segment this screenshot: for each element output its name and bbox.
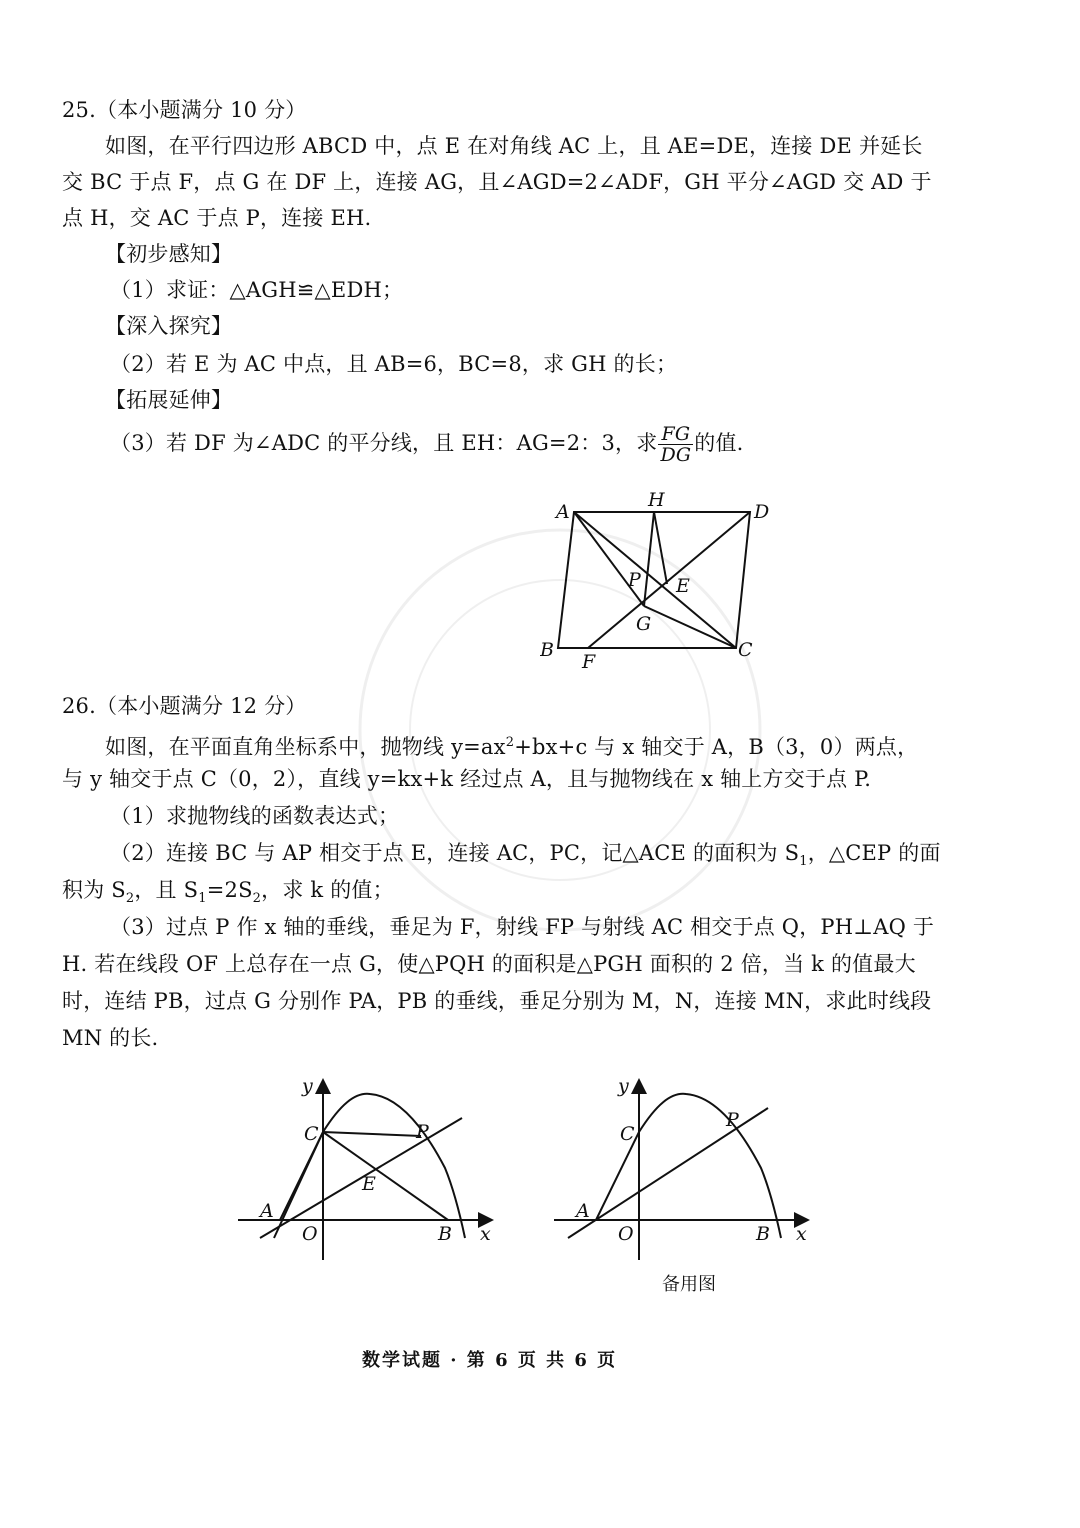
fig2-label-c: C xyxy=(620,1123,635,1145)
q26-part-2-line2 xyxy=(62,876,394,913)
q25-part-2: （2）若 E 为 AC 中点，且 AB=6，BC=8，求 GH 的长； xyxy=(110,352,678,376)
label-f: F xyxy=(582,651,596,673)
q26-part-3-line2: H. 若在线段 OF 上总存在一点 G，使△PQH 的面积是△PGH 面积的 2 倍，当 k 的值最大 xyxy=(62,952,916,976)
q26-p2-e: =2S xyxy=(206,878,253,902)
q26-p2-sub2: 2 xyxy=(125,891,135,907)
q26-p2-b: ，△CEP 的面 xyxy=(807,841,941,865)
q25-section-3: 【拓展延伸】 xyxy=(105,388,233,412)
q26-p2-d: ，且 S xyxy=(134,878,199,902)
line-df xyxy=(588,512,750,648)
q26-header: 26.（本小题满分 12 分） xyxy=(62,694,307,718)
label-a: A xyxy=(556,501,570,523)
q25-section-1: 【初步感知】 xyxy=(105,242,233,266)
fraction-denominator: DG xyxy=(660,444,692,466)
fig1-label-a: A xyxy=(260,1200,274,1222)
q26-part-1: （1）求抛物线的函数表达式； xyxy=(110,804,400,828)
diagonal-ac xyxy=(574,512,736,648)
q25-part-3 xyxy=(110,424,744,465)
label-h: H xyxy=(648,489,665,511)
label-b: B xyxy=(540,639,554,661)
q26-part-2-line1 xyxy=(110,839,941,876)
fig2-label-o: O xyxy=(618,1223,634,1245)
segment-gh xyxy=(644,512,654,606)
parabola xyxy=(596,1094,781,1238)
fig1-label-b: B xyxy=(438,1223,452,1245)
q26-line1-a: 如图，在平面直角坐标系中，抛物线 y=ax xyxy=(105,735,506,759)
fig1-label-x: x xyxy=(480,1223,491,1245)
page-footer: 数学试题 · 第 6 页 共 6 页 xyxy=(362,1350,618,1371)
q26-part-3-line4: MN 的长. xyxy=(62,1026,159,1050)
q26-line1-b: +bx+c 与 x 轴交于 A，B（3，0）两点， xyxy=(514,735,919,759)
q26-p2-sub1: 1 xyxy=(799,854,808,870)
q26-part-3-line1: （3）过点 P 作 x 轴的垂线，垂足为 F，射线 FP 与射线 AC 相交于点 Q，PH⊥AQ 于 xyxy=(110,915,935,939)
q25-line2: 交 BC 于点 F，点 G 在 DF 上，连接 AG，且∠AGD=2∠ADF，GH 平分∠AGD 交 AD 于 xyxy=(62,170,932,194)
fig1-label-y: y xyxy=(302,1075,313,1097)
q25-part-3-tail: 的值. xyxy=(694,431,744,455)
fraction-fg-dg xyxy=(658,424,693,465)
q26-line2: 与 y 轴交于点 C（0，2），直线 y=kx+k 经过点 A，且与抛物线在 x 轴上方交于点 P. xyxy=(62,767,872,791)
q26-line1-sup: 2 xyxy=(505,735,515,750)
label-p: P xyxy=(628,569,641,591)
q26-figure-2 xyxy=(546,1070,816,1270)
q25-header: 25.（本小题满分 10 分） xyxy=(62,98,307,122)
fig1-label-p: P xyxy=(416,1121,429,1143)
segment-gc xyxy=(644,606,736,648)
q26-p2-a: （2）连接 BC 与 AP 相交于点 E，连接 AC，PC，记△ACE 的面积为 S xyxy=(110,841,800,865)
q26-line1 xyxy=(105,729,918,761)
fig2-caption: 备用图 xyxy=(662,1274,716,1295)
fig1-label-o: O xyxy=(302,1223,318,1245)
q25-parallelogram-figure xyxy=(540,488,780,673)
fraction-numerator: FG xyxy=(658,424,693,445)
q26-p2-sub4: 2 xyxy=(252,891,262,907)
fig2-label-p: P xyxy=(726,1109,739,1131)
label-c: C xyxy=(738,639,753,661)
fig1-label-c: C xyxy=(304,1123,319,1145)
q26-p2-c: 积为 S xyxy=(62,878,126,902)
q25-section-2: 【深入探究】 xyxy=(105,314,233,338)
label-g: G xyxy=(636,613,652,635)
q25-part-3-text: （3）若 DF 为∠ADC 的平分线，且 EH：AG=2：3，求 xyxy=(110,431,658,455)
label-e: E xyxy=(676,575,690,597)
q25-line1: 如图，在平行四边形 ABCD 中，点 E 在对角线 AC 上，且 AE=DE，连接 DE 并延长 xyxy=(105,134,923,158)
q26-p2-f: ，求 k 的值； xyxy=(261,878,394,902)
segment-cp xyxy=(323,1132,421,1136)
fig2-label-x: x xyxy=(796,1223,807,1245)
q26-part-3-line3: 时，连结 PB，过点 G 分别作 PA，PB 的垂线，垂足分别为 M，N，连接 MN，求此时线段 xyxy=(62,989,932,1013)
segment-ag xyxy=(574,512,644,606)
q25-part-1: （1）求证：△AGH≌△EDH； xyxy=(110,278,404,302)
fig1-label-e: E xyxy=(362,1173,376,1195)
fig2-label-b: B xyxy=(756,1223,770,1245)
q25-line3: 点 H，交 AC 于点 P，连接 EH. xyxy=(62,206,372,230)
q26-figure-1 xyxy=(230,1070,500,1270)
fig2-label-y: y xyxy=(618,1075,629,1097)
segment-eh xyxy=(654,512,667,584)
segment-cb xyxy=(323,1132,448,1220)
fig2-label-a: A xyxy=(576,1200,590,1222)
label-d: D xyxy=(754,501,770,523)
q26-p2-sub3: 1 xyxy=(198,891,207,907)
